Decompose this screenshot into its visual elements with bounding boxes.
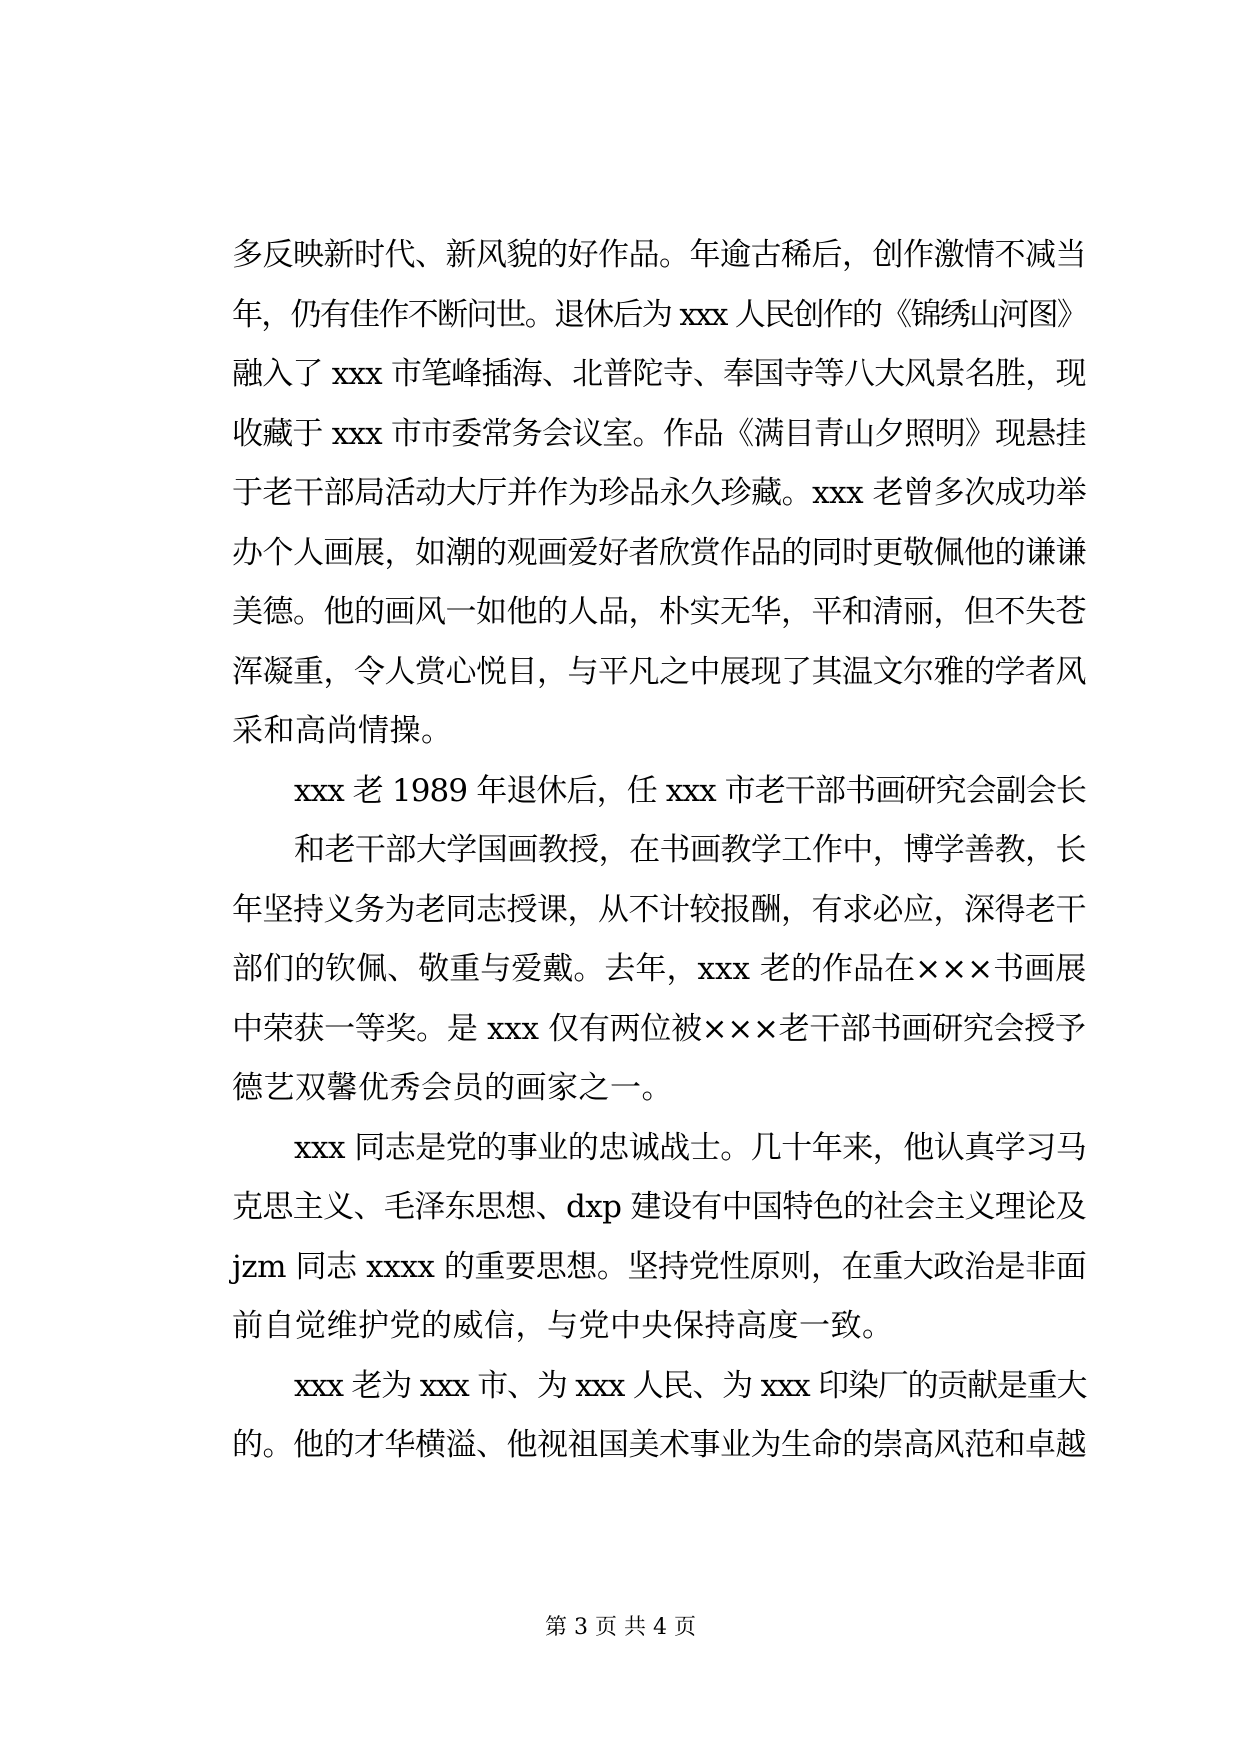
text-line: 中荣获一等奖。是 xxx 仅有两位被×××老干部书画研究会授予 — [232, 1010, 1086, 1047]
text-line: 和老干部大学国画教授，在书画教学工作中，博学善教，长 — [294, 832, 1086, 868]
text-line: 于老干部局活动大厅并作为珍品永久珍藏。xxx 老曾多次成功举 — [232, 475, 1087, 511]
text-line: 融入了 xxx 市笔峰插海、北普陀寺、奉国寺等八大风景名胜，现 — [232, 356, 1086, 392]
text-line: 年坚持义务为老同志授课，从不计较报酬，有求必应，深得老干 — [232, 891, 1086, 928]
text-line: xxx 同志是党的事业的忠诚战士。几十年来，他认真学习马 — [294, 1129, 1087, 1166]
text-line: xxx 老 1989 年退休后，任 xxx 市老干部书画研究会副会长 — [294, 772, 1087, 809]
text-line: xxx 老为 xxx 市、为 xxx 人民、为 xxx 印染厂的贡献是重大 — [294, 1367, 1087, 1404]
body-text — [232, 226, 1086, 1476]
text-line: 浑凝重，令人赏心悦目，与平凡之中展现了其温文尔雅的学者风 — [232, 653, 1086, 690]
text-line: 办个人画展，如潮的观画爱好者欣赏作品的同时更敬佩他的谦谦 — [232, 534, 1086, 571]
page-footer: 第 3 页 共 4 页 — [545, 1615, 696, 1640]
text-line: 收藏于 xxx 市市委常务会议室。作品《满目青山夕照明》现悬挂 — [232, 415, 1086, 452]
text-line: 克思主义、毛泽东思想、dxp 建设有中国特色的社会主义理论及 — [232, 1189, 1087, 1225]
text-line: 部们的钦佩、敬重与爱戴。去年，xxx 老的作品在×××书画展 — [232, 951, 1087, 987]
text-line: 美德。他的画风一如他的人品，朴实无华，平和清丽，但不失苍 — [232, 594, 1086, 630]
text-line: 年，仍有佳作不断问世。退休后为 xxx 人民创作的《锦绣山河图》 — [232, 296, 1087, 333]
text-line: 多反映新时代、新风貌的好作品。年逾古稀后，创作激情不减当 — [232, 237, 1086, 273]
text-line: jzm 同志 xxxx 的重要思想。坚持党性原则，在重大政治是非面 — [232, 1248, 1087, 1285]
text-line: 德艺双馨优秀会员的画家之一。 — [232, 1070, 673, 1106]
text-line: 的。他的才华横溢、他视祖国美术事业为生命的崇高风范和卓越 — [232, 1427, 1086, 1463]
text-line: 采和高尚情操。 — [232, 713, 453, 749]
text-line: 前自觉维护党的威信，与党中央保持高度一致。 — [232, 1308, 894, 1344]
